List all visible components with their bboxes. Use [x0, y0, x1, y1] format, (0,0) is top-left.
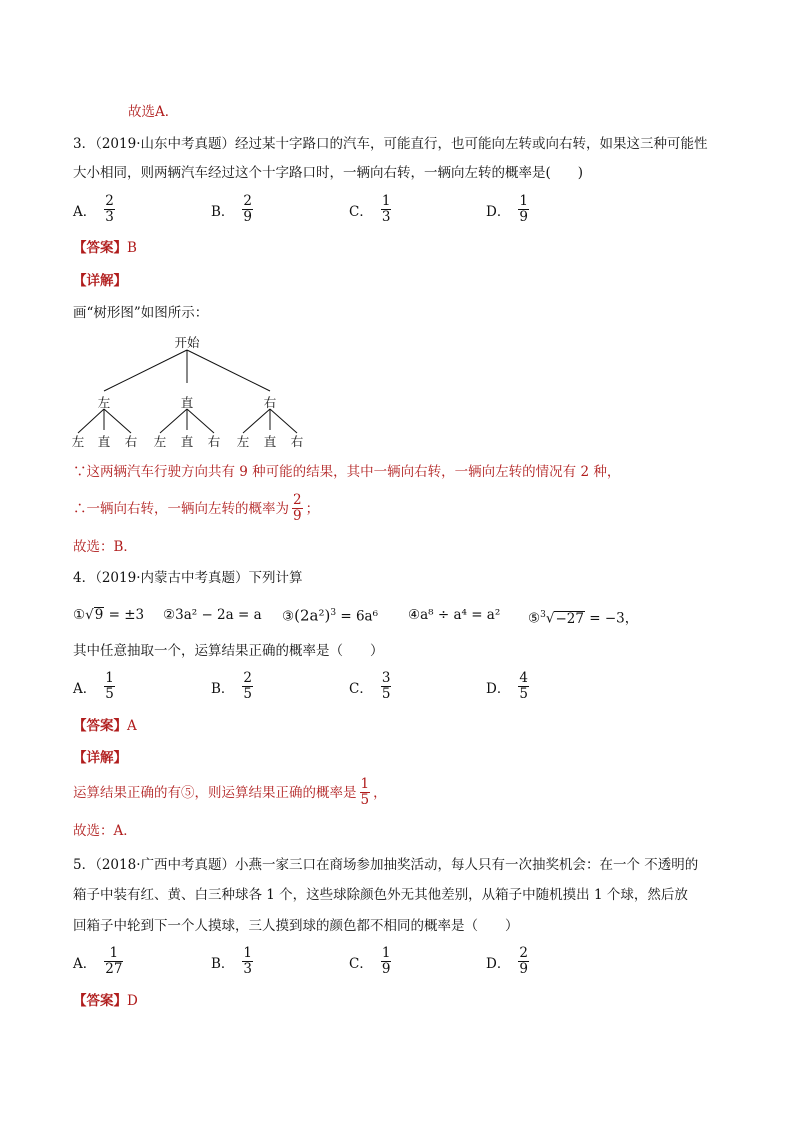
q3-explanation-2	[73, 493, 319, 524]
numerator: 2	[519, 945, 528, 961]
explanation-text: 运算结果正确的有⑤，则运算结果正确的概率是	[73, 784, 357, 801]
answer-value: A	[127, 718, 137, 734]
fraction	[381, 671, 392, 702]
numerator: 1	[105, 670, 114, 686]
q3-stem-line1: 3．（2019·山东中考真题）经过某十字路口的汽车，可能直行，也可能向左转或向右转，如果这三种可能性	[73, 136, 708, 152]
q4-explanation	[73, 777, 387, 808]
denominator: 9	[519, 961, 528, 977]
item-number: ③	[282, 608, 295, 625]
q5-answer	[73, 992, 138, 1010]
option-label: D．	[486, 203, 511, 220]
tree-leaf: 右	[207, 434, 221, 449]
numerator: 1	[243, 945, 253, 961]
q4-option-a	[73, 671, 115, 702]
fraction	[292, 493, 303, 524]
q5-stem-line3: 回箱子中轮到下一个人摸球，三人摸到球的颜色都不相同的概率是（ ）	[73, 918, 519, 934]
tree-level1-straight: 直	[180, 395, 194, 410]
tree-leaf: 直	[180, 434, 194, 449]
denominator: 5	[105, 686, 114, 702]
tree-leaf: 左	[236, 434, 250, 449]
denominator: 9	[381, 961, 391, 977]
q5-option-b	[211, 946, 253, 977]
sqrt-sign: √	[85, 607, 94, 623]
q4-item-2: ②3a² − 2a = a	[163, 607, 262, 623]
numerator: 2	[105, 193, 114, 209]
radicand: −27	[555, 610, 584, 627]
numerator: 2	[293, 492, 302, 508]
tree-leaf: 左	[71, 434, 85, 449]
fraction	[104, 671, 115, 702]
option-label: B．	[211, 203, 235, 220]
option-label: A．	[73, 680, 97, 697]
denominator: 3	[243, 961, 253, 977]
q4-option-d	[486, 671, 529, 702]
base: (2a²)	[294, 606, 331, 625]
q4-question: 其中任意抽取一个，运算结果正确的概率是（ ）	[73, 643, 384, 659]
q4-option-b	[211, 671, 253, 702]
numerator: 1	[381, 945, 391, 961]
fraction	[381, 946, 392, 977]
denominator: 3	[381, 209, 391, 225]
denominator: 3	[105, 209, 114, 225]
option-label: B．	[211, 955, 235, 972]
q5-option-c	[349, 946, 391, 977]
tree-leaf: 直	[263, 434, 277, 449]
option-label: C．	[349, 955, 373, 972]
fraction	[104, 946, 123, 977]
fraction	[242, 671, 253, 702]
answer-tag: 【答案】	[73, 240, 127, 256]
q3-tree-intro: 画“树形图”如图所示：	[73, 305, 209, 321]
fraction	[242, 946, 253, 977]
denominator: 5	[519, 686, 528, 702]
tree-level1-left: 左	[97, 395, 111, 410]
sqrt-sign: √	[545, 610, 555, 627]
denominator: 5	[360, 792, 370, 808]
option-label: A．	[73, 955, 97, 972]
q4-item-4: ④a⁸ ÷ a⁴ = a²	[408, 607, 501, 623]
numerator: 1	[360, 776, 370, 792]
numerator: 1	[519, 193, 528, 209]
option-label: B．	[211, 680, 235, 697]
tree-root-label: 开始	[174, 335, 200, 350]
numerator: 1	[381, 193, 391, 209]
explanation-text: ∴一辆向右转，一辆向左转的概率为	[73, 500, 289, 517]
item-number: ①	[73, 607, 86, 623]
q3-stem-line2: 大小相同，则两辆汽车经过这个十字路口时，一辆向右转，一辆向左转的概率是( )	[73, 165, 584, 181]
option-label: D．	[486, 955, 511, 972]
denominator: 9	[243, 209, 253, 225]
item-text: = 6a⁶	[336, 608, 379, 625]
tree-leaf: 右	[290, 434, 304, 449]
q4-item-3	[282, 604, 378, 626]
item-text: = −3，	[584, 610, 639, 627]
q5-stem-line2: 箱子中装有红、黄、白三种球各 1 个，这些球除颜色外无其他差别，从箱子中随机摸出 1 个球，然后放	[73, 887, 688, 903]
q5-option-d	[486, 946, 529, 977]
numerator: 1	[104, 946, 123, 962]
q3-explanation-1: ∵这两辆汽车行驶方向共有 9 种可能的结果，其中一辆向右转，一辆向左转的情况有 2 种，	[73, 464, 621, 480]
q3-conclusion: 故选：B．	[73, 539, 137, 555]
explanation-text: ；	[305, 500, 320, 517]
exponent: 3	[330, 608, 337, 618]
denominator: 5	[243, 686, 253, 702]
answer-value: D	[127, 993, 138, 1009]
fraction	[360, 777, 371, 808]
numerator: 3	[381, 670, 391, 686]
q4-stem: 4．（2019·内蒙古中考真题）下列计算	[73, 570, 303, 586]
q5-stem-line1: 5．（2018·广西中考真题）小燕一家三口在商场参加抽奖活动，每人只有一次抽奖机会：在一个 不透明的	[73, 857, 699, 873]
denominator: 9	[293, 508, 302, 524]
q4-item-5	[528, 606, 638, 628]
tree-level1-right: 右	[263, 395, 277, 410]
q5-option-a	[73, 946, 123, 977]
q4-answer	[73, 717, 137, 735]
root-index: 3	[540, 610, 546, 620]
radicand: 9	[94, 607, 104, 623]
denominator: 27	[105, 961, 123, 977]
answer-value: B	[127, 240, 137, 256]
explanation-text: ，	[373, 784, 387, 801]
numerator: 4	[519, 670, 528, 686]
answer-tag: 【答案】	[73, 718, 127, 734]
q4-item-1	[73, 606, 144, 624]
denominator: 5	[381, 686, 391, 702]
q4-detail-tag: 【详解】	[73, 750, 127, 766]
item-number: ⑤	[528, 610, 541, 627]
option-label: C．	[349, 203, 373, 220]
q4-option-c	[349, 671, 391, 702]
numerator: 2	[243, 670, 253, 686]
tree-leaf: 左	[153, 434, 167, 449]
fraction	[518, 946, 529, 977]
q4-conclusion: 故选：A．	[73, 823, 137, 839]
option-label: A．	[73, 203, 97, 220]
fraction	[518, 671, 529, 702]
numerator: 2	[243, 193, 253, 209]
tree-leaf: 直	[97, 434, 111, 449]
previous-conclusion: 故选A．	[128, 104, 179, 120]
item-text: = ±3	[104, 607, 145, 623]
denominator: 9	[519, 209, 528, 225]
tree-leaf: 右	[124, 434, 138, 449]
option-label: D．	[486, 680, 511, 697]
q3-detail-tag: 【详解】	[73, 273, 127, 289]
option-label: C．	[349, 680, 373, 697]
tree-diagram	[0, 0, 794, 460]
answer-tag: 【答案】	[73, 993, 127, 1009]
